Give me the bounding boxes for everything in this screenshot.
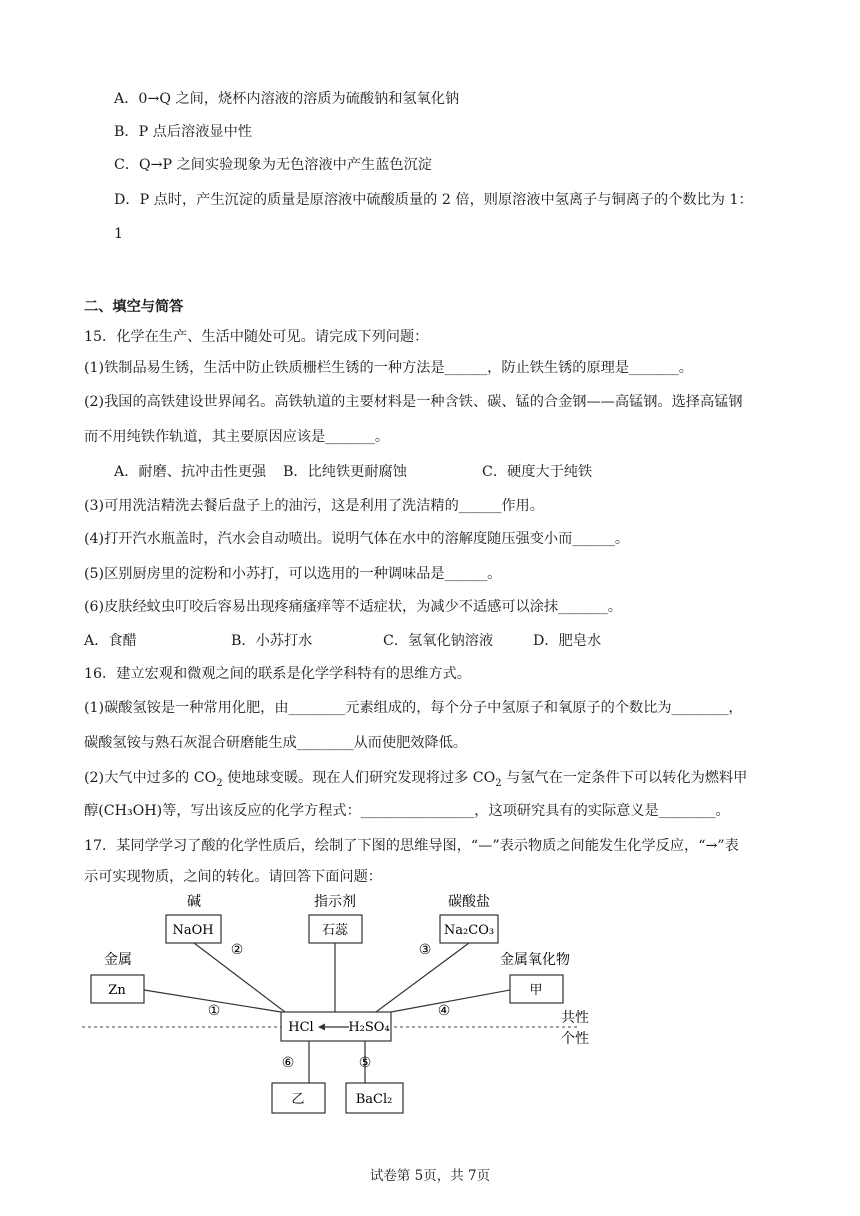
- q15-part6-option-a: A．食醋: [84, 633, 137, 649]
- q17-stem-cont: 示可实现物质，之间的转化。请回答下面问题：: [84, 869, 382, 885]
- label-n2: ②: [230, 942, 244, 958]
- label-metal-oxide: 金属氧化物: [500, 952, 570, 968]
- label-indicator: 指示剂: [314, 894, 356, 910]
- q16-part1: (1)碳酸氢铵是一种常用化肥，由________元素组成的，每个分子中氢原子和氧原子的个数比为________，: [84, 700, 743, 716]
- q16-part2-cont: 醇(CH₃OH)等，写出该反应的化学方程式：________________，这项研究具有的实际意义是________。: [84, 803, 730, 819]
- q14-option-a: A．0→Q 之间，烧杯内溶液的溶质为硫酸钠和氢氧化钠: [114, 91, 460, 107]
- box-center-hcl: HCl: [288, 1020, 314, 1035]
- box-na2co3-text: Na₂CO₃: [443, 923, 495, 938]
- q15-part4: (4)打开汽水瓶盖时，汽水会自动喷出。说明气体在水中的溶解度随压强变小而______。: [84, 531, 630, 547]
- acid-properties-mind-map: [80, 890, 600, 1120]
- section-title: 二、填空与简答: [84, 299, 184, 315]
- q16-part2-text-2: 使地球变暖。现在人们研究发现将过多 CO: [222, 770, 496, 786]
- box-naoh-text: NaOH: [172, 923, 214, 938]
- box-yi-text: 乙: [291, 1092, 305, 1107]
- q15-part3: (3)可用洗洁精洗去餐后盘子上的油污，这是利用了洗洁精的______作用。: [84, 498, 544, 514]
- label-n5: ⑤: [358, 1055, 372, 1071]
- q15-part6: (6)皮肤经蚊虫叮咬后容易出现疼痛瘙痒等不适症状，为减少不适感可以涂抹_______。: [84, 599, 622, 615]
- label-n1: ①: [207, 1003, 221, 1019]
- q16-part1-cont: 碳酸氢铵与熟石灰混合研磨能生成________从而使肥效降低。: [84, 735, 468, 751]
- q16-part2-text-3: 与氢气在一定条件下可以转化为燃料甲: [501, 770, 748, 786]
- q16-part2-text-1: (2)大气中过多的 CO: [84, 770, 217, 786]
- q14-option-d: D．P 点时，产生沉淀的质量是原溶液中硫酸质量的 2 倍，则原溶液中氢离子与铜离子的个数比为 1：: [114, 192, 753, 208]
- box-jia-text: 甲: [529, 983, 543, 998]
- q15-part2-cont: 而不用纯铁作轨道，其主要原因应该是_______。: [84, 429, 390, 445]
- q16-part2: [84, 768, 747, 794]
- q15-part2-option-b: B．比纯铁更耐腐蚀: [283, 464, 407, 480]
- q15-stem: 15．化学在生产、生活中随处可见。请完成下列问题：: [84, 329, 429, 345]
- q15-part2-option-a: A．耐磨、抗冲击性更强: [114, 464, 267, 480]
- q15-part6-option-d: D．肥皂水: [533, 633, 602, 649]
- label-n6: ⑥: [281, 1055, 295, 1071]
- q15-part2: (2)我国的高铁建设世界闻名。高铁轨道的主要材料是一种含铁、碳、锰的合金钢——高锰钢。选择高锰钢: [84, 394, 743, 410]
- box-litmus-text: 石蕊: [321, 923, 349, 938]
- label-n4: ④: [437, 1003, 451, 1019]
- q14-option-d-cont: 1: [114, 226, 124, 242]
- label-carbonate: 碳酸盐: [448, 894, 490, 910]
- label-common: 共性: [561, 1010, 589, 1026]
- q14-option-c: C．Q→P 之间实验现象为无色溶液中产生蓝色沉淀: [114, 157, 432, 173]
- link-metal-oxide: [391, 990, 510, 1012]
- q15-part6-option-b: B．小苏打水: [231, 633, 313, 649]
- q16-stem: 16．建立宏观和微观之间的联系是化学学科特有的思维方式。: [84, 666, 471, 682]
- box-bacl2-text: BaCl₂: [355, 1092, 393, 1107]
- q15-part1: (1)铁制品易生锈，生活中防止铁质栅栏生锈的一种方法是______，防止铁生锈的原理是_______。: [84, 360, 693, 376]
- label-base: 碱: [187, 894, 201, 910]
- q17-stem: 17．某同学学习了酸的化学性质后，绘制了下图的思维导图，“—”表示物质之间能发生化学反应，“→”表: [84, 838, 739, 854]
- q15-part6-option-c: C．氢氧化钠溶液: [383, 633, 494, 649]
- q15-part2-option-c: C．硬度大于纯铁: [482, 464, 593, 480]
- subscript: 2: [216, 777, 223, 789]
- page-footer: 试卷第 5页，共 7页: [369, 1168, 491, 1184]
- label-metal: 金属: [104, 952, 132, 968]
- q15-part5: (5)区别厨房里的淀粉和小苏打，可以选用的一种调味品是______。: [84, 566, 502, 582]
- subscript: 2: [495, 777, 502, 789]
- box-center-h2so4: H₂SO₄: [348, 1020, 390, 1035]
- q14-option-b: B．P 点后溶液显中性: [114, 124, 252, 140]
- box-zn-text: Zn: [108, 983, 126, 998]
- label-individual: 个性: [561, 1031, 589, 1047]
- label-n3: ③: [418, 942, 432, 958]
